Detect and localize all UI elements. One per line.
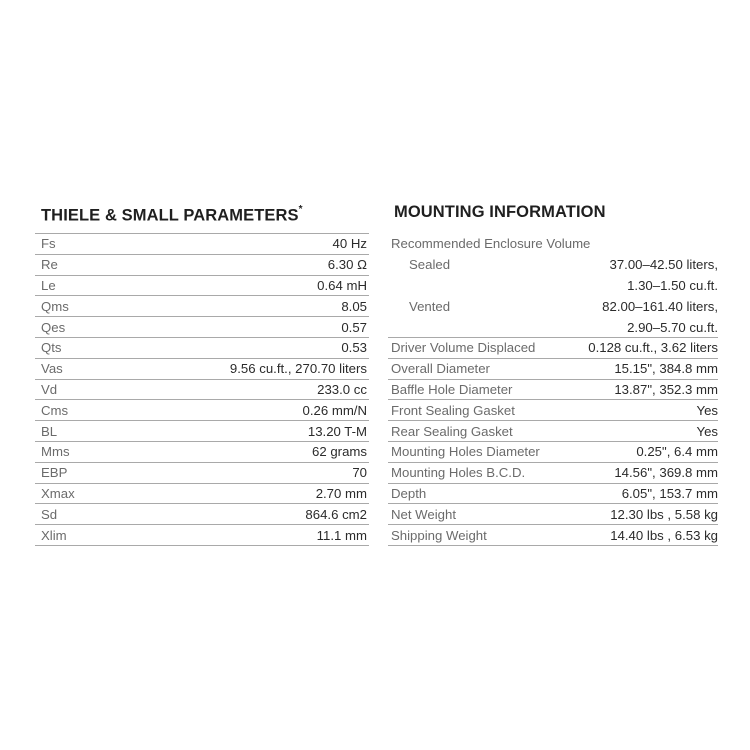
- mount-value: 2.90–5.70 cu.ft.: [627, 319, 718, 335]
- mount-value: 6.05", 153.7 mm: [621, 485, 718, 501]
- table-row: [388, 276, 718, 297]
- table-row: [35, 504, 369, 525]
- param-label: Cms: [41, 402, 69, 418]
- table-row: [388, 380, 718, 401]
- param-label: Qms: [41, 298, 69, 314]
- table-row: [388, 359, 718, 380]
- mount-value: 37.00–42.50 liters,: [609, 257, 718, 273]
- table-row: [388, 442, 718, 463]
- mount-label: Depth: [391, 485, 427, 501]
- param-label: Re: [41, 257, 58, 273]
- mount-label: Rear Sealing Gasket: [391, 423, 513, 439]
- table-row: [35, 421, 369, 442]
- table-row: [35, 525, 369, 546]
- param-value: 864.6 cm2: [305, 506, 367, 522]
- mount-value: Yes: [696, 423, 718, 439]
- mount-label: Baffle Hole Diameter: [391, 381, 513, 397]
- mount-value: 12.30 lbs , 5.58 kg: [610, 506, 718, 522]
- param-label: Qes: [41, 319, 66, 335]
- mount-label: Driver Volume Displaced: [391, 340, 536, 356]
- table-row: [388, 296, 718, 317]
- mount-value: 0.25", 6.4 mm: [636, 444, 718, 460]
- table-row: [35, 463, 369, 484]
- mount-label: Front Sealing Gasket: [391, 402, 515, 418]
- mount-label: Mounting Holes B.C.D.: [391, 465, 526, 481]
- mount-value: 82.00–161.40 liters,: [602, 298, 718, 314]
- mount-value: Yes: [696, 402, 718, 418]
- mount-label: Mounting Holes Diameter: [391, 444, 540, 460]
- param-label: Mms: [41, 444, 70, 460]
- table-row: [388, 484, 718, 505]
- mount-value: 1.30–1.50 cu.ft.: [627, 277, 718, 293]
- mounting-section: [388, 198, 718, 546]
- mount-value: 0.128 cu.ft., 3.62 liters: [588, 340, 718, 356]
- table-row: [35, 317, 369, 338]
- table-row: [35, 255, 369, 276]
- mount-label: Net Weight: [391, 506, 456, 522]
- mount-label: Sealed: [409, 257, 451, 273]
- thiele-small-title: THIELE & SMALL PARAMETERS: [41, 206, 299, 225]
- param-label: Xmax: [41, 485, 75, 501]
- param-label: Sd: [41, 506, 58, 522]
- table-row: [388, 525, 718, 546]
- mount-value: 15.15", 384.8 mm: [614, 361, 718, 377]
- thiele-small-table: [35, 233, 369, 546]
- thiele-small-section: [35, 198, 369, 546]
- mounting-heading: MOUNTING INFORMATION: [394, 203, 606, 221]
- param-value: 70: [352, 465, 367, 481]
- param-label: Vas: [41, 361, 63, 377]
- mount-value: 14.40 lbs , 6.53 kg: [610, 527, 718, 543]
- param-label: Le: [41, 277, 56, 293]
- mount-label: Overall Diameter: [391, 361, 490, 377]
- param-value: 0.26 mm/N: [302, 402, 367, 418]
- table-row: [388, 317, 718, 338]
- param-value: 0.64 mH: [317, 277, 367, 293]
- mount-label: Recommended Enclosure Volume: [391, 236, 591, 252]
- param-label: Fs: [41, 236, 56, 252]
- table-row: [35, 296, 369, 317]
- table-row: [35, 442, 369, 463]
- mount-value: 13.87", 352.3 mm: [614, 381, 718, 397]
- param-value: 2.70 mm: [315, 485, 367, 501]
- param-value: 11.1 mm: [316, 527, 367, 543]
- param-value: 8.05: [341, 298, 367, 314]
- param-label: BL: [41, 423, 58, 439]
- table-row: [388, 504, 718, 525]
- table-row: [35, 234, 369, 255]
- param-value: 13.20 T-M: [307, 423, 367, 439]
- param-value: 40 Hz: [332, 236, 367, 252]
- param-label: Qts: [41, 340, 62, 356]
- mount-label: Vented: [409, 298, 451, 314]
- param-value: 0.57: [341, 319, 367, 335]
- param-label: Xlim: [41, 527, 67, 543]
- param-label: Vd: [41, 381, 58, 397]
- footnote-mark: *: [298, 204, 303, 215]
- table-row: [388, 463, 718, 484]
- table-row: [388, 338, 718, 359]
- thiele-small-heading: [35, 198, 369, 233]
- param-value: 233.0 cc: [317, 381, 367, 397]
- mount-value: 14.56", 369.8 mm: [614, 465, 718, 481]
- param-label: EBP: [41, 465, 68, 481]
- table-row: [388, 234, 718, 255]
- table-row: [35, 484, 369, 505]
- table-row: [388, 421, 718, 442]
- mount-label: Shipping Weight: [391, 527, 487, 543]
- table-row: [388, 255, 718, 276]
- param-value: 0.53: [341, 340, 367, 356]
- mounting-table: [388, 233, 718, 546]
- table-row: [35, 276, 369, 297]
- param-value: 6.30 Ω: [327, 257, 367, 273]
- table-row: [35, 359, 369, 380]
- table-row: [388, 400, 718, 421]
- param-value: 9.56 cu.ft., 270.70 liters: [229, 361, 367, 377]
- param-value: 62 grams: [312, 444, 367, 460]
- table-row: [35, 338, 369, 359]
- table-row: [35, 400, 369, 421]
- table-row: [35, 380, 369, 401]
